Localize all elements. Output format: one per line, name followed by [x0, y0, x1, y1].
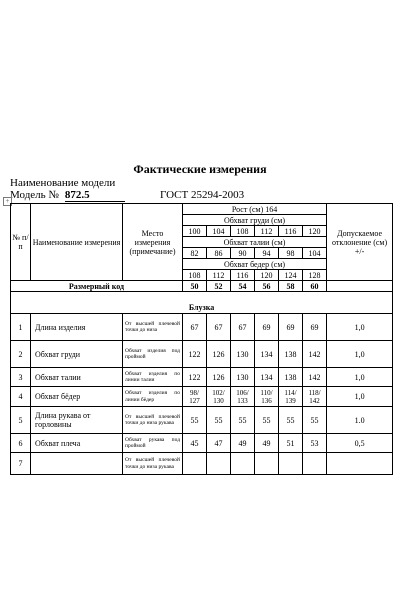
table-row — [11, 387, 393, 407]
row-value — [255, 453, 279, 475]
header-chest: Обхват груди (см) — [183, 215, 327, 226]
row-value: 134 — [255, 341, 279, 368]
row-name: Обхват груди — [31, 341, 123, 368]
row-value — [207, 453, 231, 475]
waist-value: 104 — [303, 248, 327, 259]
row-value: 45 — [183, 434, 207, 453]
header-name: Наименование измерения — [31, 204, 123, 281]
header-number: № п/ п — [11, 204, 31, 281]
row-value: 126 — [207, 368, 231, 387]
hips-value: 124 — [279, 270, 303, 281]
row-value: 55 — [303, 407, 327, 434]
row-number: 2 — [11, 341, 31, 368]
row-place: От высшей плечевой точки до низа рукава — [123, 407, 183, 434]
row-value: 138 — [279, 368, 303, 387]
row-value: 126 — [207, 341, 231, 368]
row-name — [31, 453, 123, 475]
row-value: 55 — [255, 407, 279, 434]
row-value — [183, 453, 207, 475]
row-tolerance: 1.0 — [327, 407, 393, 434]
row-tolerance: 0,5 — [327, 434, 393, 453]
row-number: 7 — [11, 453, 31, 475]
row-place: От высшей плечевой точки до низа — [123, 314, 183, 341]
waist-value: 90 — [231, 248, 255, 259]
chest-value: 116 — [279, 226, 303, 237]
hips-value: 128 — [303, 270, 327, 281]
row-value: 67 — [231, 314, 255, 341]
row-value: 122 — [183, 368, 207, 387]
waist-value: 86 — [207, 248, 231, 259]
row-value: 67 — [183, 314, 207, 341]
size-value: 54 — [231, 281, 255, 292]
row-name: Длина изделия — [31, 314, 123, 341]
row-name: Обхват бёдер — [31, 387, 123, 407]
row-value — [279, 453, 303, 475]
row-value: 142 — [303, 341, 327, 368]
row-value: 69 — [303, 314, 327, 341]
row-place: Обхват рукава под проймой — [123, 434, 183, 453]
row-number: 6 — [11, 434, 31, 453]
model-number-label: Модель № — [10, 189, 59, 201]
row-name: Обхват плеча — [31, 434, 123, 453]
chest-value: 112 — [255, 226, 279, 237]
row-tolerance: 1,0 — [327, 387, 393, 407]
row-place: Обхват изделия по линии бёдер — [123, 387, 183, 407]
header-height: Рост (см) 164 — [183, 204, 327, 215]
waist-value: 94 — [255, 248, 279, 259]
model-name-label: Наименование модели — [10, 177, 116, 189]
row-value: 110/ 136 — [255, 387, 279, 407]
model-number-line — [10, 189, 245, 202]
row-value: 142 — [303, 368, 327, 387]
row-number: 5 — [11, 407, 31, 434]
row-value: 47 — [207, 434, 231, 453]
measurements-table — [10, 203, 393, 475]
gost-standard: ГОСТ 25294-2003 — [160, 189, 245, 201]
table-row — [11, 453, 393, 475]
document-title: Фактические измерения — [133, 162, 267, 176]
row-value: 130 — [231, 368, 255, 387]
row-place: От высшей плечевой точки до низа рукава — [123, 453, 183, 475]
row-value: 55 — [279, 407, 303, 434]
row-value: 118/ 142 — [303, 387, 327, 407]
chest-value: 120 — [303, 226, 327, 237]
plus-move-icon[interactable]: + — [3, 197, 12, 206]
size-value: 58 — [279, 281, 303, 292]
waist-value: 82 — [183, 248, 207, 259]
table-row — [11, 434, 393, 453]
table-row — [11, 314, 393, 341]
section-title: Блузка — [11, 302, 393, 314]
row-value: 69 — [255, 314, 279, 341]
row-value: 49 — [255, 434, 279, 453]
row-value: 55 — [183, 407, 207, 434]
row-tolerance: 1,0 — [327, 314, 393, 341]
waist-value: 98 — [279, 248, 303, 259]
size-code-label: Размерный код — [11, 281, 183, 292]
hips-value: 120 — [255, 270, 279, 281]
row-value: 122 — [183, 341, 207, 368]
row-value: 67 — [207, 314, 231, 341]
row-tolerance: 1,0 — [327, 368, 393, 387]
chest-value: 104 — [207, 226, 231, 237]
row-tolerance — [327, 453, 393, 475]
row-value: 53 — [303, 434, 327, 453]
row-value: 55 — [231, 407, 255, 434]
row-number: 4 — [11, 387, 31, 407]
row-value: 106/ 133 — [231, 387, 255, 407]
row-value: 49 — [231, 434, 255, 453]
row-value — [231, 453, 255, 475]
row-number: 3 — [11, 368, 31, 387]
row-value: 114/ 139 — [279, 387, 303, 407]
chest-value: 100 — [183, 226, 207, 237]
row-value: 130 — [231, 341, 255, 368]
size-code-row — [11, 281, 393, 292]
table-row — [11, 341, 393, 368]
row-name: Обхват талии — [31, 368, 123, 387]
chest-value: 108 — [231, 226, 255, 237]
header-tolerance: Допускаемое отклонение (см) +/- — [327, 204, 393, 281]
hips-value: 112 — [207, 270, 231, 281]
row-value: 55 — [207, 407, 231, 434]
size-value: 52 — [207, 281, 231, 292]
header-waist: Обхват талии (см) — [183, 237, 327, 248]
row-value: 134 — [255, 368, 279, 387]
model-number: 872.5 — [65, 189, 125, 202]
row-name: Длина рукава от горловины — [31, 407, 123, 434]
header-hips: Обхват бедер (см) — [183, 259, 327, 270]
size-value: 50 — [183, 281, 207, 292]
row-value: 98/ 127 — [183, 387, 207, 407]
row-value: 102/ 130 — [207, 387, 231, 407]
row-place: Обхват изделия под проймой — [123, 341, 183, 368]
hips-value: 108 — [183, 270, 207, 281]
row-value: 138 — [279, 341, 303, 368]
row-place: Обхват изделия по линии талии — [123, 368, 183, 387]
row-value: 51 — [279, 434, 303, 453]
row-number: 1 — [11, 314, 31, 341]
size-value: 56 — [255, 281, 279, 292]
hips-value: 116 — [231, 270, 255, 281]
size-value: 60 — [303, 281, 327, 292]
header-place: Место измерения (примечание) — [123, 204, 183, 281]
row-value: 69 — [279, 314, 303, 341]
table-row — [11, 407, 393, 434]
row-value — [303, 453, 327, 475]
row-tolerance: 1,0 — [327, 341, 393, 368]
table-row — [11, 368, 393, 387]
